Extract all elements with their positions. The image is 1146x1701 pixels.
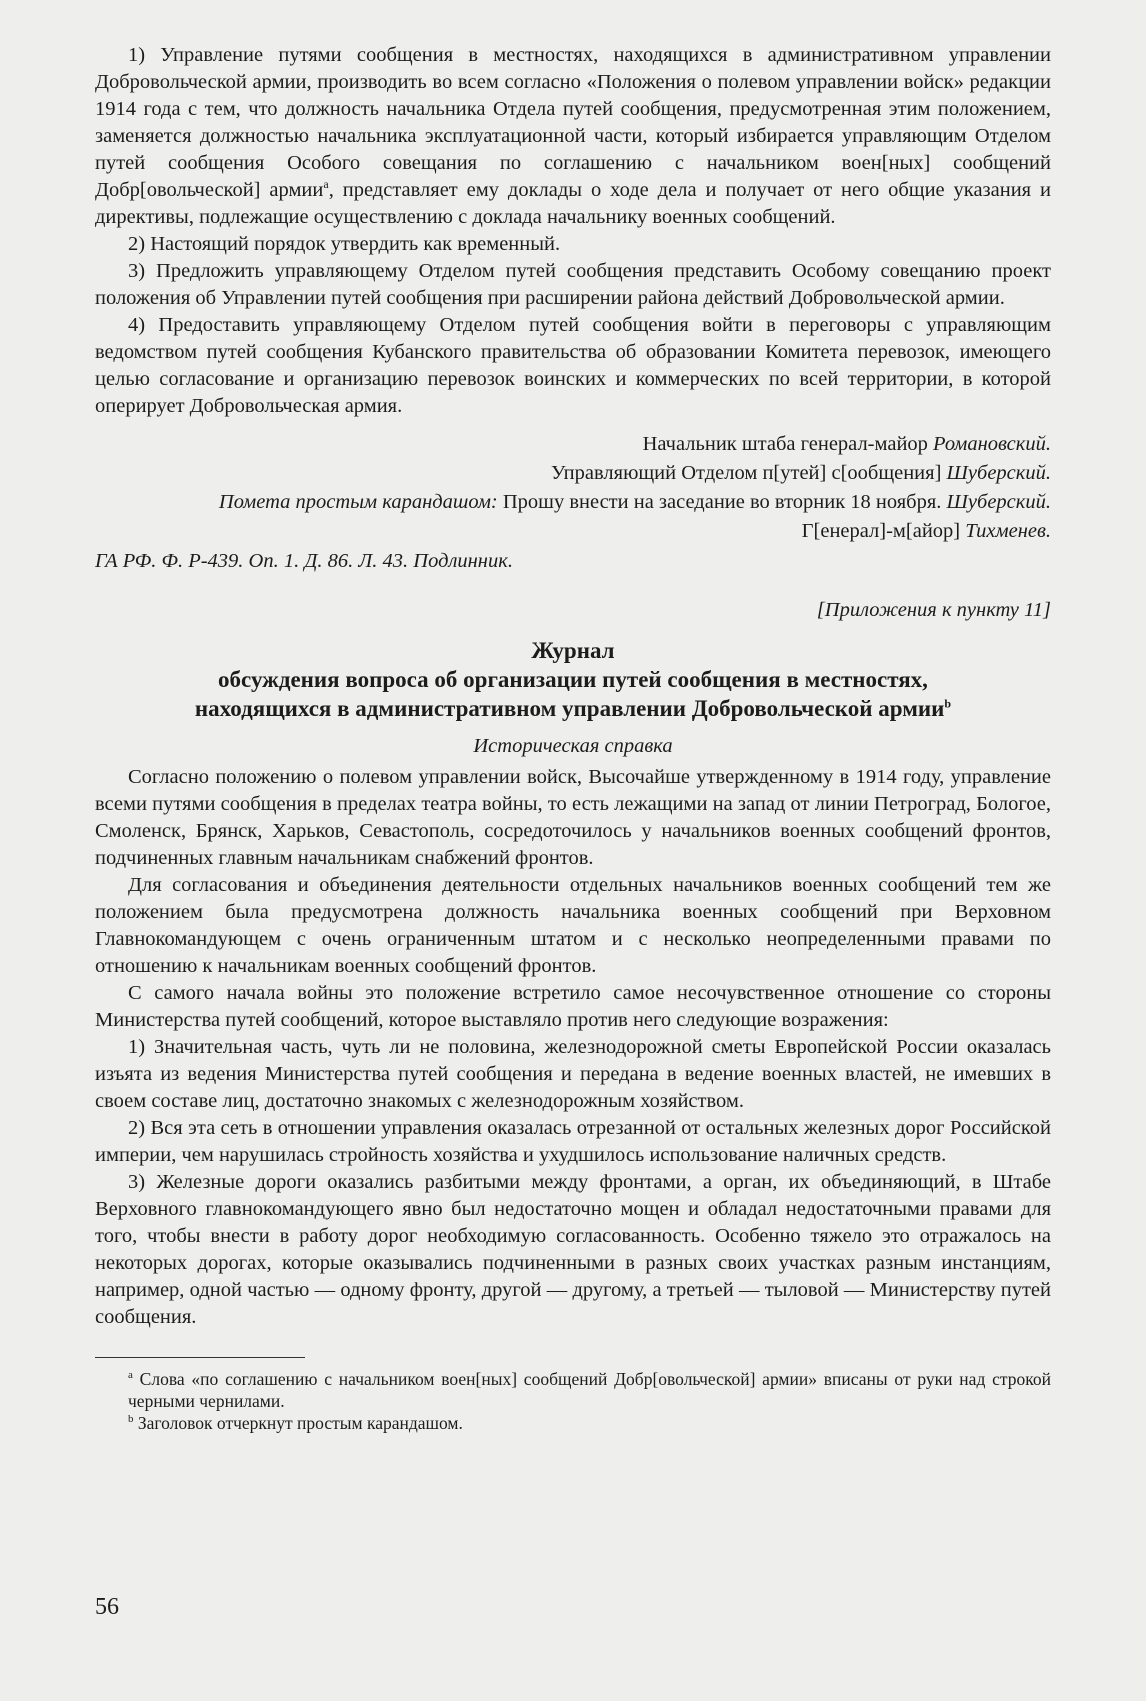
section-subtitle: Историческая справка: [473, 735, 673, 757]
footnote: $^a$ Слова «по соглашению с начальником воен[ных] сообщений Добр[овольческой] армии» вписаны от руки над строкой черными чернилами.: [128, 1369, 1051, 1411]
footnote-divider: [95, 1357, 305, 1358]
paragraph: 1) Значительная часть, чуть ли не половина, железнодорожной сметы Европейской России оказалась изъята из ведения Министерства путей сообщения и передана в ведение военных властей, не имевших в своем составе лиц, достаточно знакомых с железнодорожным хозяйством.: [95, 1036, 1051, 1112]
signatures: [95, 430, 1051, 546]
paragraph: 2) Вся эта сеть в отношении управления оказалась отрезанной от остальных железных дорог Российской империи, чем нарушилась стройность хозяйства и ухудшилось использование наличных средств.: [95, 1117, 1051, 1166]
archive-source: ГА РФ. Ф. Р-439. Оп. 1. Д. 86. Л. 43. Подлинник.: [95, 550, 513, 572]
document-title: Журнал обсуждения вопроса об организации путей сообщения в местностях, находящихся в административном управлении Добровольческой армии$^b$: [194, 638, 952, 721]
paragraph: С самого начала войны это положение встретило самое несочувственное отношение со стороны Министерства путей сообщений, которое выставляло против него следующие возражения:: [95, 982, 1051, 1031]
paragraph: 4) Предоставить управляющему Отделом путей сообщения войти в переговоры с управляющим ведомством путей сообщения Кубанского правительства об образовании Комитета перевозок, имеющего целью согласование и организацию перевозок воинских и коммерческих по всей территории, в которой оперирует Добровольческая армия.: [95, 314, 1051, 417]
paragraph: 3) Железные дороги оказались разбитыми между фронтами, а орган, их объединяющий, в Штабе Верховного главнокомандующего явно был недостаточно мощен и обладал недостаточными правами для того, чтобы внести в работу дорог необходимую согласованность. Особенно тяжело это отражалось на некоторых дорогах, которые оказывались подчиненными в разных своих участках разным инстанциям, например, одной частью — одному фронту, другой — другому, а третьей — тыловой — Министерству путей сообщения.: [95, 1171, 1051, 1328]
signature-line: Начальник штаба генерал-майор Романовский.: [642, 433, 1051, 455]
paragraph: 2) Настоящий порядок утвердить как временный.: [128, 233, 561, 255]
footnote: $^b$ Заголовок отчеркнут простым карандашом.: [128, 1413, 463, 1433]
document-page: [95, 42, 1051, 1434]
page-number: 56: [95, 1594, 119, 1620]
paragraph: Согласно положению о полевом управлении войск, Высочайше утвержденному в 1914 году, управление всеми путями сообщения в пределах театра войны, то есть лежащими на запад от линии Петроград, Бологое, Смоленск, Брянск, Харьков, Севастополь, сосредоточилось у начальников военных сообщений фронтов, подчиненных главным начальникам снабжений фронтов.: [95, 766, 1051, 869]
paragraph: 1) Управление путями сообщения в местностях, находящихся в административном управлении Добровольческой армии, производить во всем согласно «Положения о полевом управлении войск» редакции 1914 года с тем, что должность начальника Отдела путей сообщения, предусмотренная этим положением, заменяется должностью начальника эксплуатационной части, который избирается управляющим Отделом путей сообщения Особого совещания по соглашению с начальником воен[ных] сообщений Добр[овольческой] армии$^a$, представляет ему доклады о ходе дела и получает от него общие указания и директивы, подлежащие осуществлению с доклада начальнику военных сообщений.: [95, 44, 1051, 228]
pencil-note: Помета простым карандашом: Прошу внести на заседание во вторник 18 ноября. Шуберский.: [218, 491, 1051, 513]
signature-line: Управляющий Отделом п[утей] с[ообщения] Шуберский.: [550, 462, 1051, 484]
appendix-label: [Приложения к пункту 11]: [816, 599, 1051, 621]
footnote-ref-a[interactable]: a: [323, 177, 329, 192]
signature-line: Г[енерал]-м[айор] Тихменев.: [801, 520, 1051, 542]
paragraph: Для согласования и объединения деятельности отдельных начальников военных сообщений тем же положением была предусмотрена должность начальника военных сообщений при Верховном Главнокомандующем с очень ограниченным штатом и с несколько неопределенными правами по отношению к начальникам военных сообщений фронтов.: [95, 874, 1051, 977]
footnote-ref-b[interactable]: b: [944, 696, 952, 711]
paragraph: 3) Предложить управляющему Отделом путей сообщения представить Особому совещанию проект положения об Управлении путей сообщения при расширении района действий Добровольческой армии.: [95, 260, 1051, 309]
